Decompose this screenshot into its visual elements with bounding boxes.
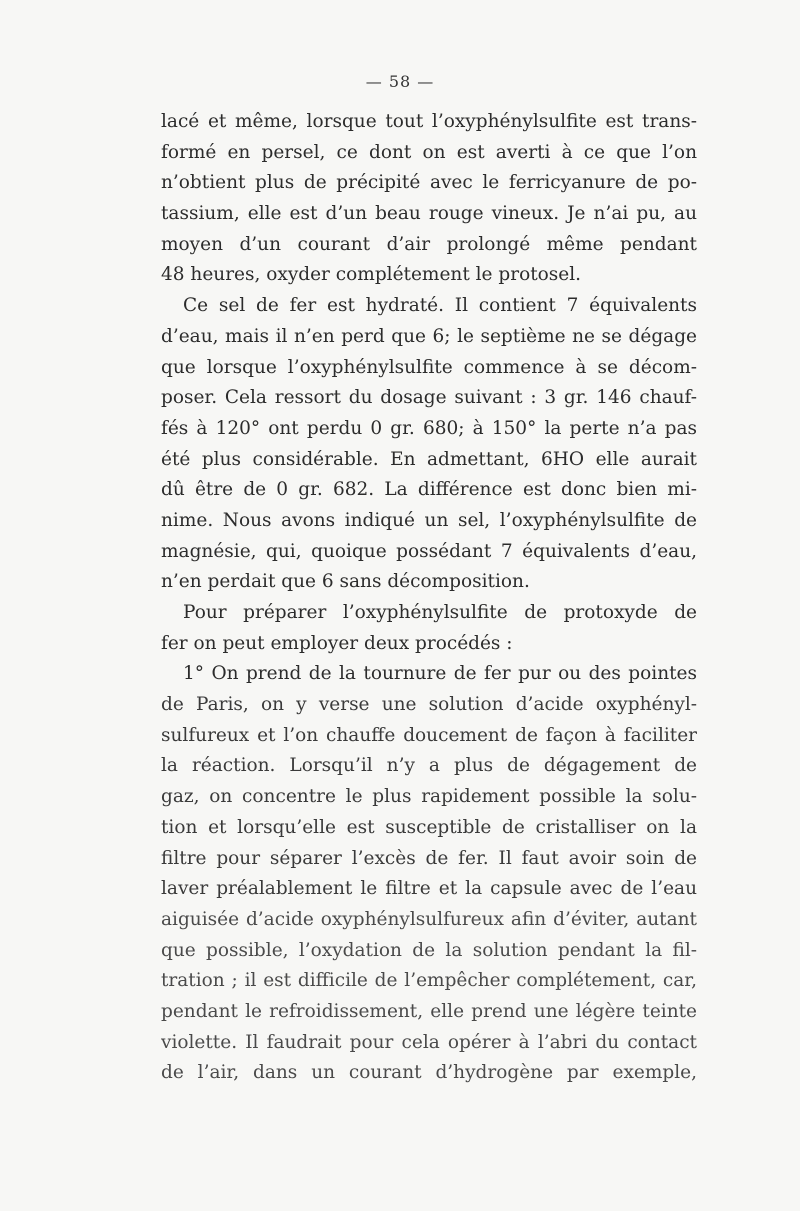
- text-line: tration ; il est difficile de l’empêcher complétement, car,: [161, 970, 697, 992]
- text-line: moyen d’un courant d’air prolongé même pendant: [161, 233, 697, 255]
- text-line: de l’air, dans un courant d’hydrogène par exemple,: [161, 1062, 697, 1084]
- paragraph-start: Pour préparer l’oxyphénylsulfite de protoxyde de: [183, 602, 697, 623]
- paragraph-start: Ce sel de fer est hydraté. Il contient 7 équivalents: [183, 295, 697, 317]
- text-line: que possible, l’oxydation de la solution pendant la fil-: [161, 939, 697, 961]
- page-number: — 58 —: [365, 72, 435, 91]
- text-line: fés à 120° ont perdu 0 gr. 680; à 150° la perte n’a pas: [161, 417, 697, 439]
- text-line: été plus considérable. En admettant, 6HO elle aurait: [161, 448, 697, 470]
- text-line: la réaction. Lorsqu’il n’y a plus de dégagement de: [161, 755, 697, 777]
- text-line: poser. Cela ressort du dosage suivant : 3 gr. 146 chauf-: [161, 387, 697, 409]
- text-line: fer on peut employer deux procédés :: [161, 632, 513, 654]
- text-line: tassium, elle est d’un beau rouge vineux. Je n’ai pu, au: [161, 203, 697, 225]
- body-text: [161, 107, 697, 1089]
- text-line: dû être de 0 gr. 682. La différence est donc bien mi-: [161, 479, 697, 501]
- text-line: sulfureux et l’on chauffe doucement de façon à faciliter: [161, 724, 697, 746]
- text-line: laver préalablement le filtre et la capsule avec de l’eau: [161, 878, 697, 900]
- text-line: violette. Il faudrait pour cela opérer à l’abri du contact: [161, 1031, 697, 1053]
- text-line: d’eau, mais il n’en perd que 6; le septième ne se dégage: [161, 325, 697, 347]
- text-line: formé en persel, ce dont on est averti à ce que l’on: [161, 141, 697, 163]
- text-line: magnésie, qui, quoique possédant 7 équivalents d’eau,: [161, 540, 697, 562]
- text-line: que lorsque l’oxyphénylsulfite commence à se décom-: [161, 356, 697, 378]
- text-line: gaz, on concentre le plus rapidement possible la solu-: [161, 786, 697, 808]
- text-line: aiguisée d’acide oxyphénylsulfureux afin d’éviter, autant: [161, 908, 697, 930]
- text-line: de Paris, on y verse une solution d’acide oxyphényl-: [161, 694, 697, 716]
- text-line: pendant le refroidissement, elle prend une légère teinte: [161, 1000, 697, 1022]
- text-line: lacé et même, lorsque tout l’oxyphénylsulfite est trans-: [161, 111, 697, 132]
- text-line: n’obtient plus de précipité avec le ferricyanure de po-: [161, 172, 697, 194]
- text-line: 48 heures, oxyder complétement le protosel.: [161, 264, 582, 286]
- text-line: n’en perdait que 6 sans décomposition.: [161, 571, 530, 593]
- text-line: tion et lorsqu’elle est susceptible de cristalliser on la: [161, 816, 697, 838]
- text-line: filtre pour séparer l’excès de fer. Il faut avoir soin de: [161, 847, 697, 869]
- text-line: nime. Nous avons indiqué un sel, l’oxyphénylsulfite de: [161, 509, 697, 531]
- paragraph-start: 1° On prend de la tournure de fer pur ou des pointes: [183, 663, 697, 685]
